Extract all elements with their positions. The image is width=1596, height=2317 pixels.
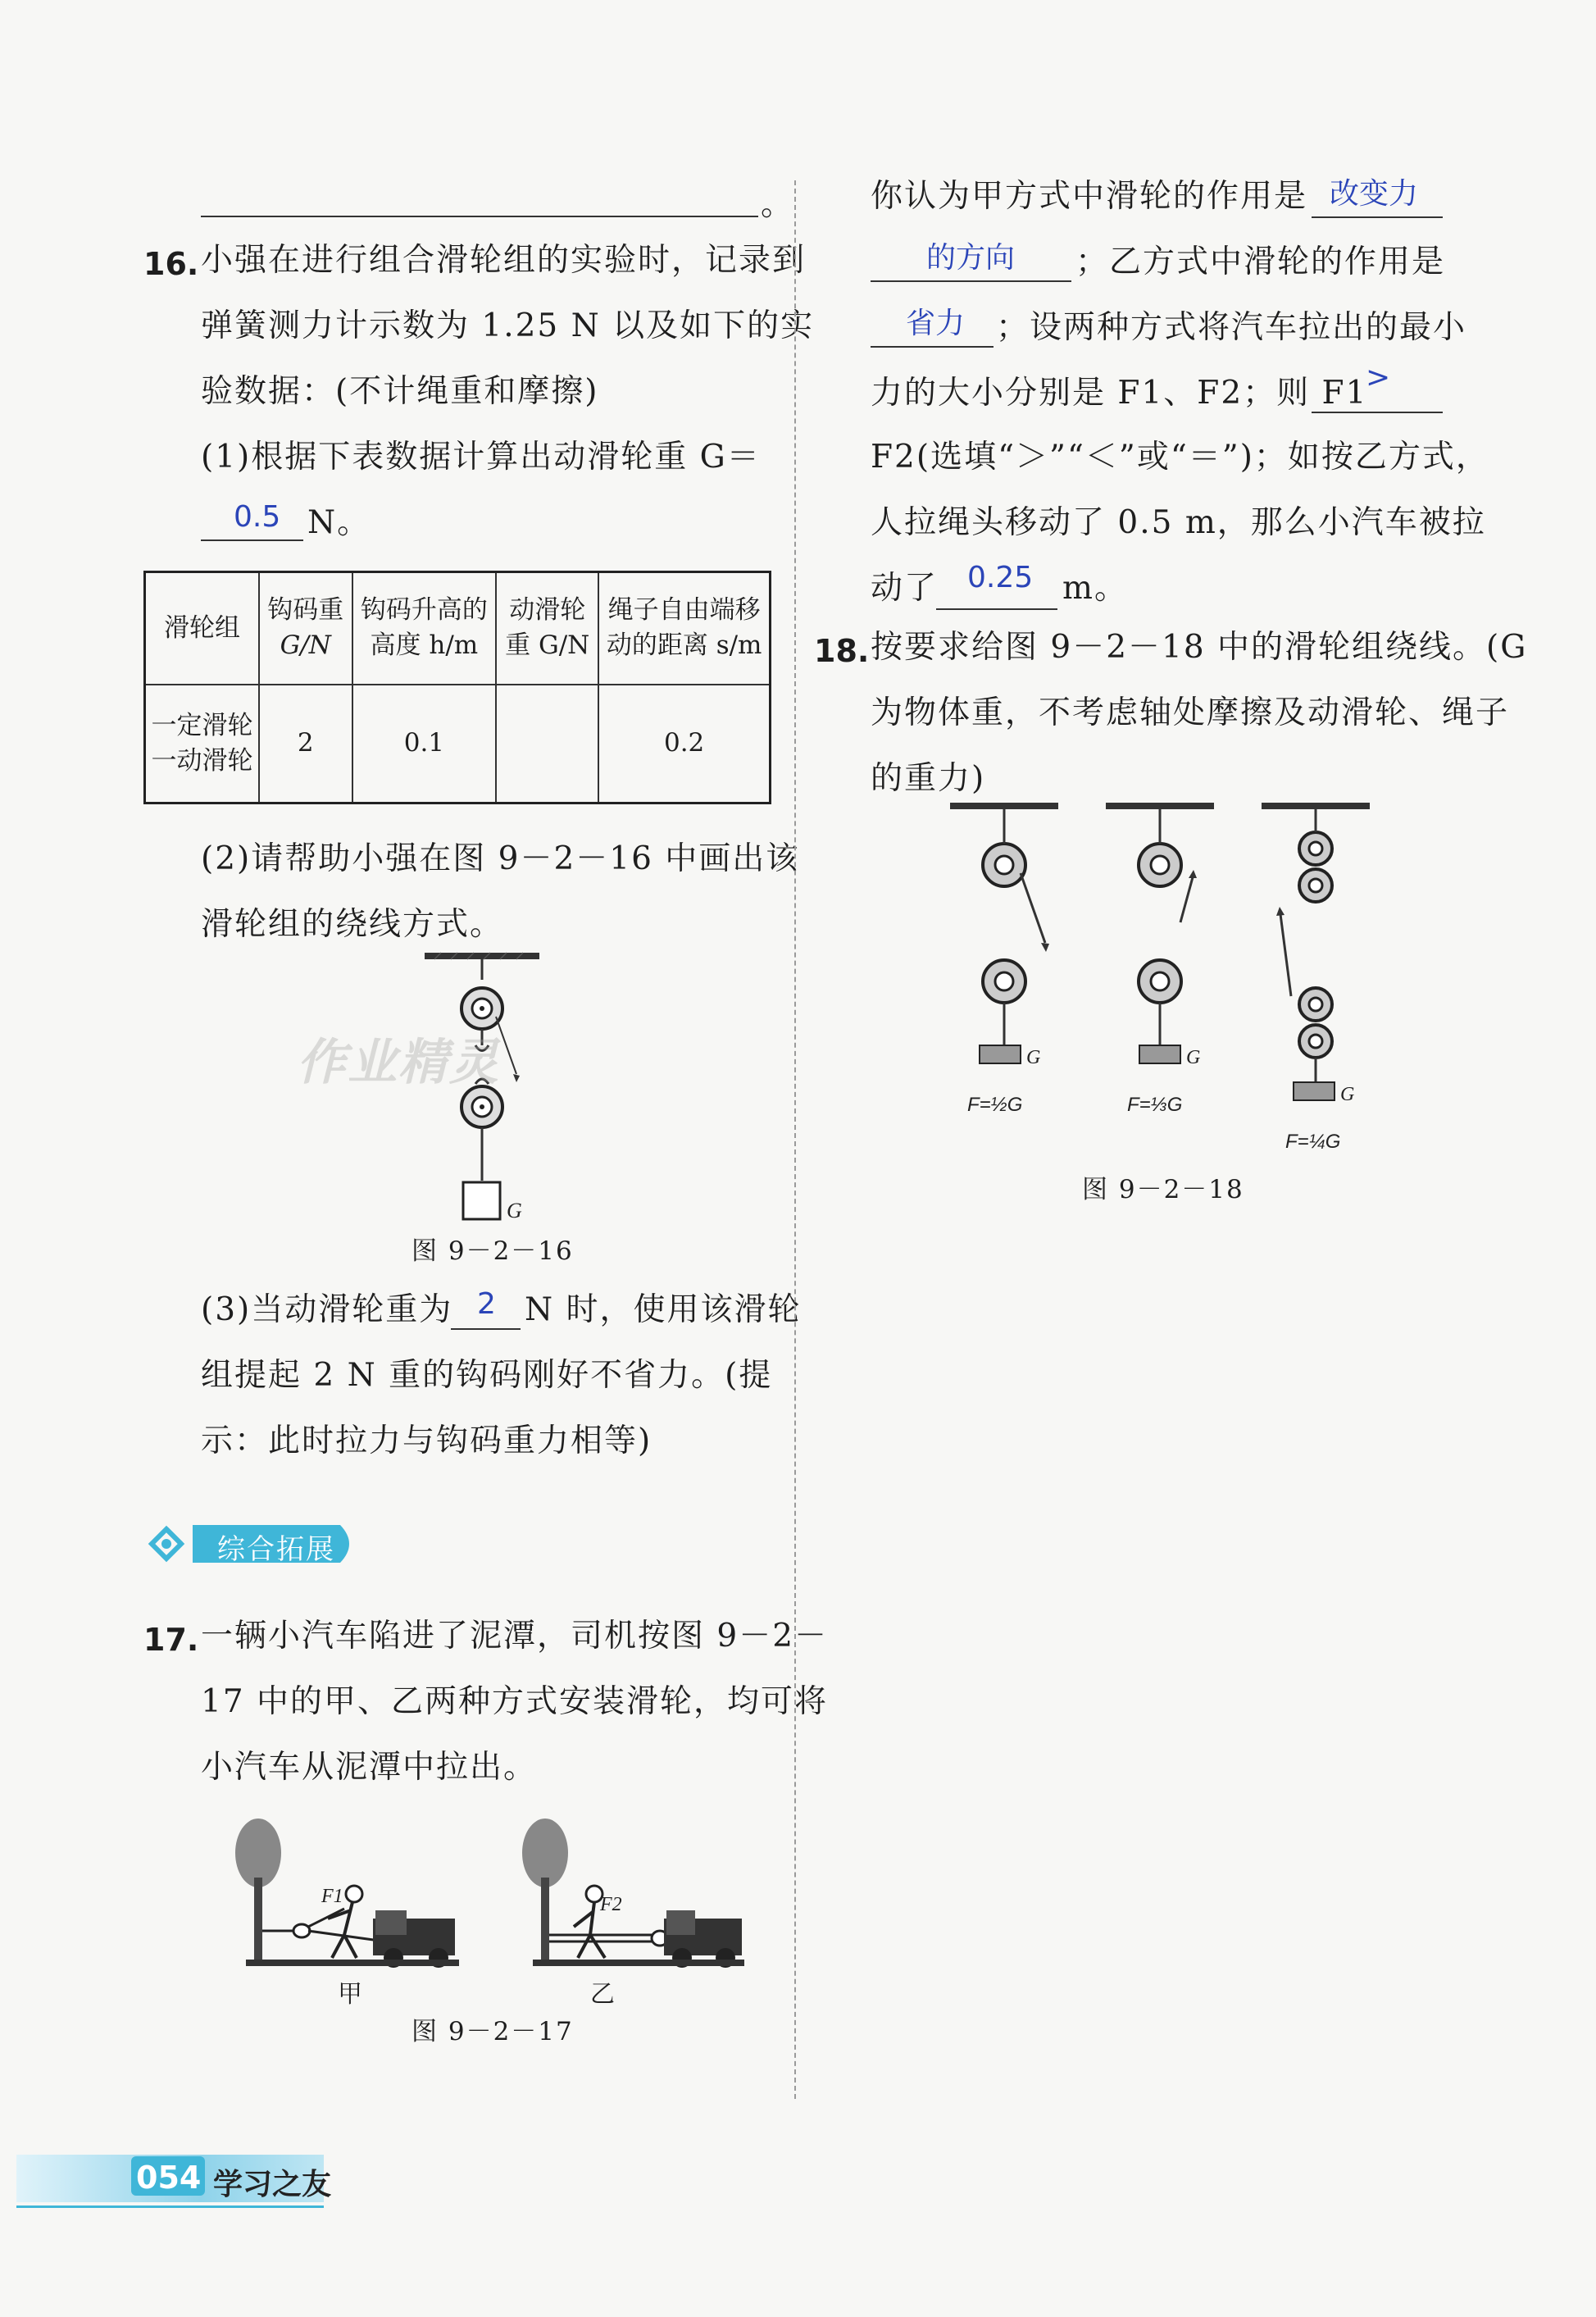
table-cell — [496, 685, 598, 803]
q16-number: 16. — [143, 246, 199, 282]
q18-number: 18. — [814, 633, 870, 669]
q17-stem-line-3: 小汽车从泥潭中拉出。 — [201, 1749, 538, 1786]
q16-stem-line-1: 小强在进行组合滑轮组的实验时，记录到 — [201, 242, 807, 279]
q16-part3-line-3: 示：此时拉力与钩码重力相等) — [201, 1423, 652, 1459]
q17-answer-distance: 0.25 — [967, 561, 1034, 594]
footer-page-number: 054 — [136, 2160, 202, 2196]
table-cell: 0.2 — [598, 685, 770, 803]
q17-cont-line-5: F2(选填“＞”“＜”或“＝”)；如按乙方式， — [871, 439, 1489, 476]
section-badge-label: 综合拓展 — [217, 1533, 335, 1566]
footer-underline — [16, 2205, 324, 2208]
fig17-caption: 图 9－2－17 — [412, 2017, 574, 2046]
table-header-cell: 动滑轮 重 G/N — [496, 572, 598, 685]
q18-stem-line-1: 按要求给图 9－2－18 中的滑轮组绕线。(G — [871, 629, 1528, 666]
fig17-scene-yi — [522, 1819, 744, 1968]
q16-part3-answer: 2 — [477, 1287, 496, 1321]
q16-data-table — [143, 571, 771, 804]
q17-stem-line-1: 一辆小汽车陷进了泥潭，司机按图 9－2－ — [201, 1618, 829, 1655]
q16-stem-line-2: 弹簧测力计示数为 1.25 N 以及如下的实 — [201, 307, 815, 344]
fig18-caption: 图 9－2－18 — [1082, 1175, 1244, 1204]
fig17-label-F1: F1 — [321, 1886, 343, 1907]
q16-part2-line-2: 滑轮组的绕线方式。 — [201, 906, 504, 943]
q17-answer-jia-2: 的方向 — [926, 241, 1016, 275]
q17-answer-compare: > — [1366, 361, 1391, 394]
table-header-cell: 滑轮组 — [145, 572, 259, 685]
q18-stem-line-3: 的重力) — [871, 760, 986, 797]
q16-part1-answer: 0.5 — [234, 500, 281, 534]
column-divider — [794, 180, 796, 2099]
q16-part3-prefix: (3)当动滑轮重为 — [201, 1291, 453, 1328]
q18-stem-line-2: 为物体重，不考虑轴处摩擦及动滑轮、绳子 — [871, 694, 1510, 731]
fig18-formula-2: F=⅓G — [1127, 1094, 1183, 1116]
fig16-label-G: G — [507, 1199, 522, 1222]
q17-cont-line-7-suffix: m。 — [1062, 570, 1128, 607]
q17-cont-line-1: 你认为甲方式中滑轮的作用是 — [871, 178, 1308, 215]
q17-cont-line-4: 力的大小分别是 F1、F2；则 F1 — [871, 375, 1368, 412]
q16-part1-text: (1)根据下表数据计算出动滑轮重 G＝ — [201, 439, 761, 476]
figure-9-2-18 — [943, 799, 1385, 1160]
q17-cont-line-6: 人拉绳头移动了 0.5 m，那么小汽车被拉 — [871, 504, 1486, 541]
table-header-cell: 钩码重 G/N — [259, 572, 352, 685]
q17-cont-line-3: ；设两种方式将汽车拉出的最小 — [996, 309, 1467, 346]
table-header-cell: 绳子自由端移 动的距离 s/m — [598, 572, 770, 685]
fig18-formula-1: F=½G — [967, 1094, 1023, 1116]
q17-cont-line-7-prefix: 动了 — [871, 570, 939, 607]
q17-stem-line-2: 17 中的甲、乙两种方式安装滑轮，均可将 — [201, 1683, 829, 1720]
table-header-cell: 钩码升高的 高度 h/m — [352, 572, 497, 685]
q16-part1-unit: N。 — [307, 504, 371, 541]
fig16-caption: 图 9－2－16 — [412, 1236, 574, 1266]
fig17-label-F2: F2 — [600, 1894, 622, 1915]
fig17-label-jia: 甲 — [338, 1980, 362, 2009]
q16-part3-line-2: 组提起 2 N 重的钩码刚好不省力。(提 — [201, 1357, 773, 1394]
fig17-label-yi: 乙 — [590, 1980, 615, 2009]
fig18-label-G-1: G — [1026, 1047, 1041, 1068]
watermark: 作业精灵 — [297, 1034, 500, 1091]
figure-9-2-16 — [410, 951, 574, 1238]
q17-number: 17. — [143, 1622, 199, 1658]
q16-stem-line-3: 验数据：(不计绳重和摩擦) — [201, 373, 599, 410]
table-cell: 2 — [259, 685, 352, 803]
table-cell: 0.1 — [352, 685, 497, 803]
fig18-label-G-2: G — [1186, 1047, 1201, 1068]
answer-blank-top — [201, 199, 758, 217]
figure-9-2-17 — [230, 1812, 746, 2017]
q17-answer-jia-1: 改变力 — [1330, 177, 1419, 211]
top-line-period: 。 — [761, 186, 795, 223]
fig18-label-G-3: G — [1340, 1084, 1355, 1105]
fig17-scene-jia — [235, 1819, 459, 1968]
q17-answer-yi: 省力 — [906, 307, 966, 340]
footer-brand: 学习之友 — [213, 2167, 332, 2201]
q16-part3-suffix: N 时，使用该滑轮 — [525, 1291, 802, 1328]
q17-cont-line-2: ；乙方式中滑轮的作用是 — [1075, 244, 1446, 280]
fig18-formula-3: F=¼G — [1285, 1131, 1341, 1153]
table-row-label: 一定滑轮 一动滑轮 — [145, 685, 259, 803]
q16-part2-line-1: (2)请帮助小强在图 9－2－16 中画出该 — [201, 840, 800, 877]
